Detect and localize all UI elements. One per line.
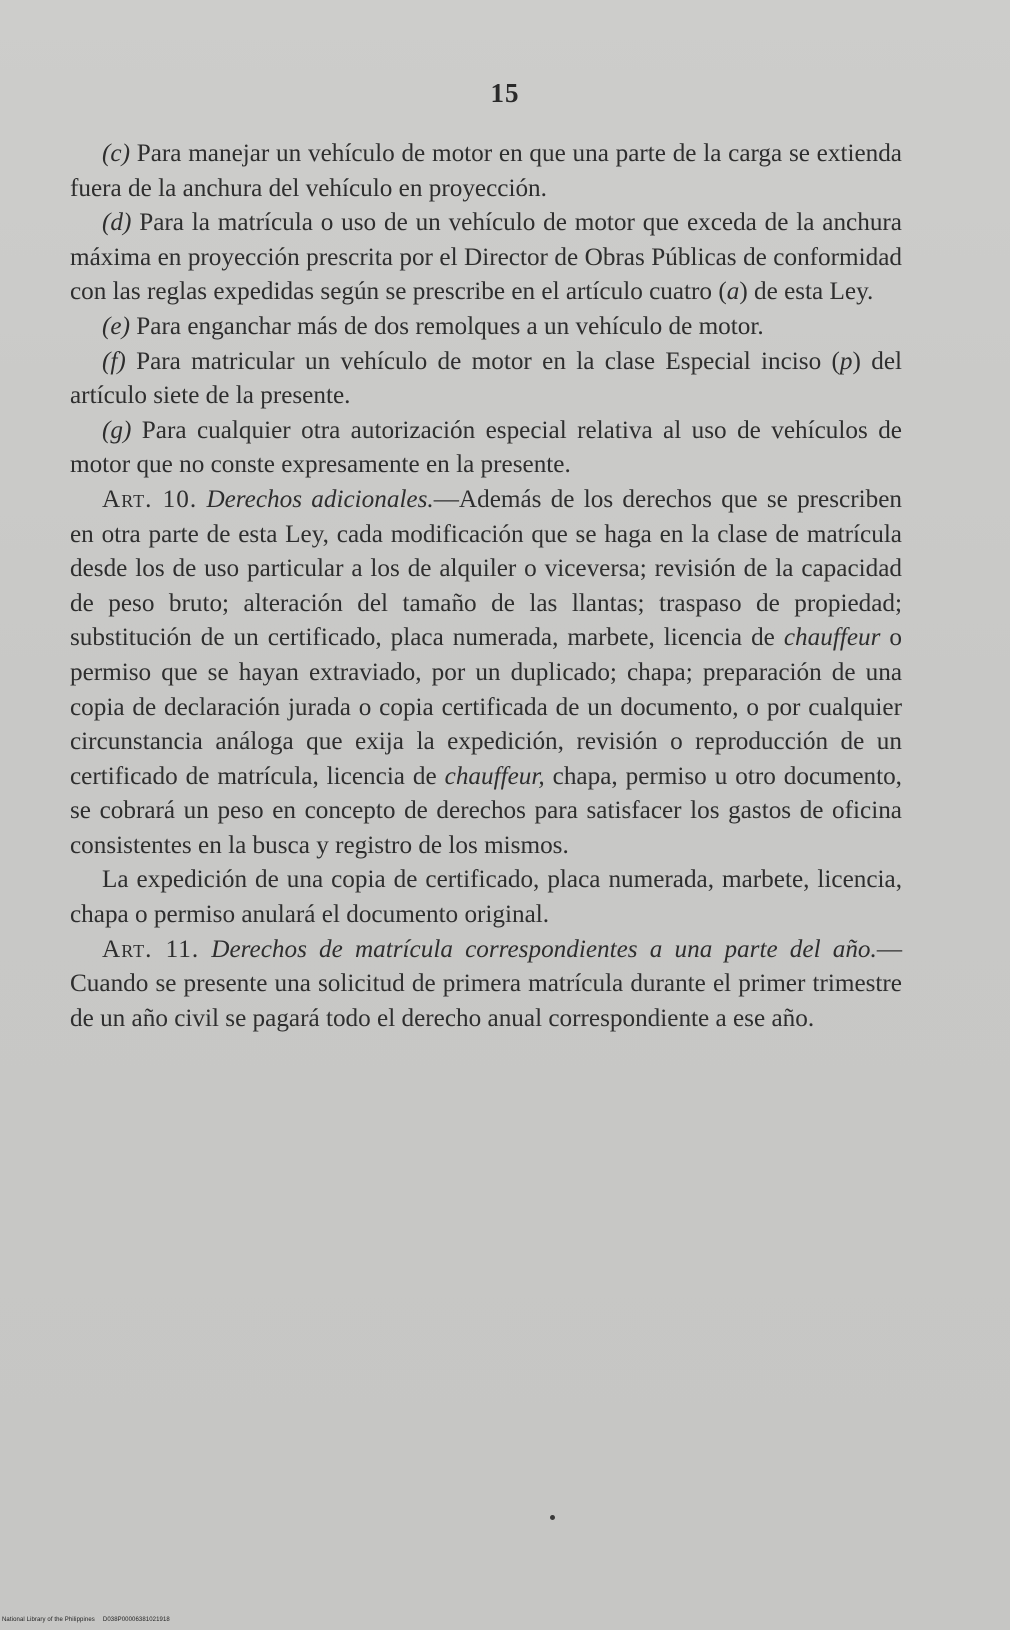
article-11-text: —Cuando se presente una solicitud de primera matrícula durante el primer trimestre de un año civil se pagará todo el derecho anual correspondiente a ese año. bbox=[70, 935, 902, 1032]
paragraph-c bbox=[70, 137, 902, 206]
paragraph-g-text: Para cualquier otra autorización especial relativa al uso de vehículos de motor que no conste expresamente en la presente. bbox=[70, 416, 902, 479]
article-10-foreign-term-2: chauffeur, bbox=[444, 762, 545, 790]
footer-identifier: D038P00006381021918 bbox=[102, 1617, 170, 1623]
paragraph-f-sub-open: ( bbox=[831, 347, 840, 375]
paragraph-d bbox=[70, 206, 902, 310]
paragraph-g-marker: (g) bbox=[102, 416, 132, 444]
paragraph-e bbox=[70, 310, 902, 345]
ink-speck bbox=[550, 1515, 555, 1520]
paragraph-d-sub-open: ( bbox=[718, 278, 727, 306]
paragraph-f-sub-letter: p bbox=[839, 347, 853, 375]
scan-footer bbox=[2, 1617, 170, 1623]
paragraph-expedicion bbox=[70, 863, 902, 932]
footer-institution: National Library of the Philippines bbox=[2, 1617, 95, 1623]
paragraph-e-marker: (e) bbox=[102, 312, 130, 340]
paragraph-d-sub-close: ) bbox=[739, 278, 748, 306]
paragraph-f-marker: (f) bbox=[102, 347, 126, 375]
article-11-heading: Derechos de matrícula correspondientes a una parte del año. bbox=[199, 935, 877, 963]
body-text bbox=[70, 137, 902, 1036]
paragraph-d-text-after: de esta Ley. bbox=[747, 278, 874, 306]
paragraph-c-marker: (c) bbox=[102, 140, 130, 167]
paragraph-f-text-before: Para matricular un vehículo de motor en la clase Especial inciso bbox=[125, 347, 832, 375]
paragraph-d-sub-letter: a bbox=[726, 278, 740, 306]
article-10-text-1: —Además de los derechos que se prescriben en otra parte de esta Ley, cada modificación que se haga en la clase de matrícula desde los de uso particular a los de alquiler o viceversa; revisión de la capacidad de peso bruto; alteración del tamaño de las llantas; traspaso de propiedad; substitución de un certificado, placa numerada, marbete, licencia de bbox=[70, 485, 902, 652]
paragraph-c-text: Para manejar un vehículo de motor en que una parte de la carga se extienda fuera de la anchura del vehículo en proyección. bbox=[70, 140, 902, 202]
paragraph-f bbox=[70, 345, 902, 414]
paragraph-d-text-before: Para la matrícula o uso de un vehículo de motor que exceda de la anchura máxima en proyección prescrita por el Director de Obras Públicas de conformidad con las reglas expedidas según se prescribe en el artículo cuatro bbox=[70, 209, 902, 306]
article-11-label: Art. 11. bbox=[102, 935, 200, 963]
article-11 bbox=[70, 933, 902, 1037]
paragraph-e-text: Para enganchar más de dos remolques a un vehículo de motor. bbox=[129, 312, 764, 340]
page-number: 15 bbox=[490, 78, 520, 108]
article-10 bbox=[70, 483, 902, 864]
article-10-text-3: chapa, permiso u otro documento, se cobrará un peso en concepto de derechos para satisfacer los gastos de oficina consistentes en la busca y registro de los mismos. bbox=[70, 762, 902, 859]
paragraph-g bbox=[70, 414, 902, 483]
article-10-label: Art. 10. bbox=[102, 485, 198, 513]
paragraph-f-text-after: del artículo siete de la presente. bbox=[70, 347, 902, 410]
paragraph-expedicion-text: La expedición de una copia de certificado, placa numerada, marbete, licencia, chapa o permiso anulará el documento original. bbox=[70, 866, 902, 929]
paragraph-d-marker: (d) bbox=[102, 209, 132, 237]
paragraph-f-sub-close: ) bbox=[852, 347, 861, 375]
article-10-foreign-term-1: chauffeur bbox=[783, 624, 881, 652]
article-10-text-2: o permiso que se hayan extraviado, por un duplicado; chapa; preparación de una copia de declaración jurada o copia certificada de un documento, o por cualquier circunstancia análoga que exija la expedición, revisión o reproducción de un certificado de matrícula, licencia de bbox=[70, 624, 902, 790]
article-10-heading: Derechos adicionales. bbox=[197, 485, 434, 513]
